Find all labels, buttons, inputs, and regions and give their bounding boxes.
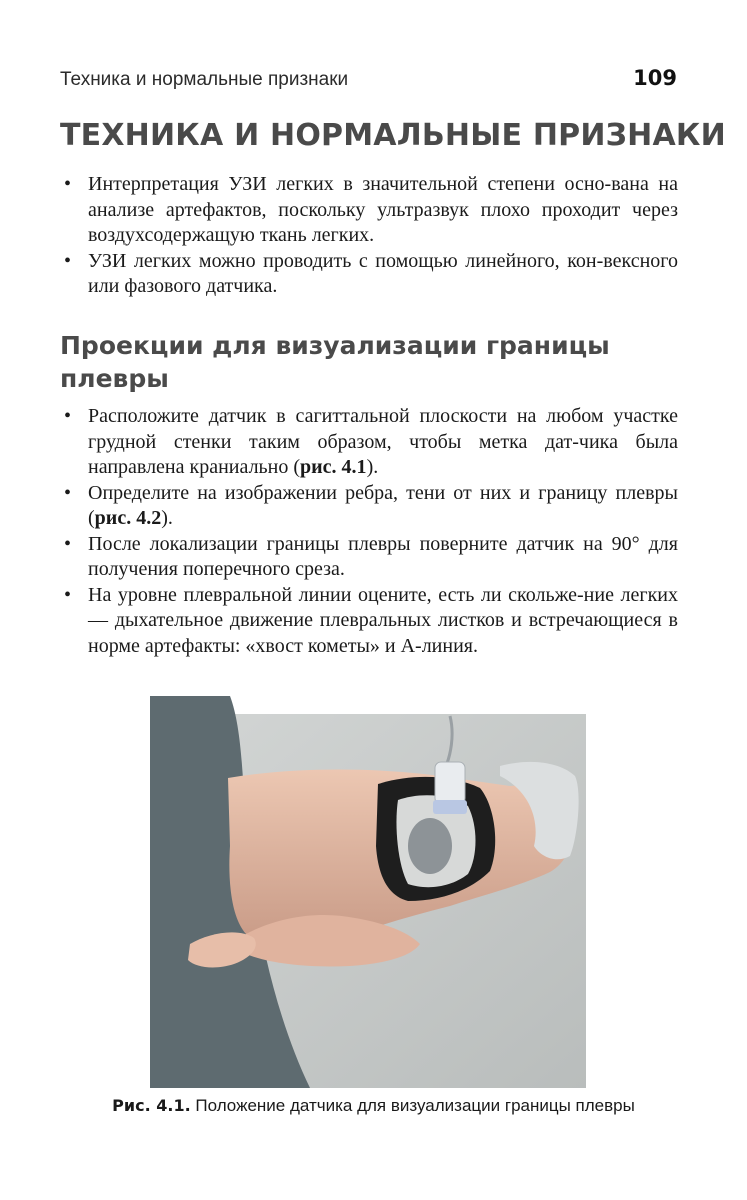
figure-caption xyxy=(0,1096,747,1116)
running-head-title: Техника и нормальные признаки xyxy=(60,69,349,90)
section-title: Проекции для визуализации границы плевры xyxy=(60,331,610,393)
section-bullet: • На уровне плевральной линии оцените, есть ли скольже-ние легких — дыхательное движение плевральных листков и встречающиеся в норме артефакты: «хвост кометы» и А-линия. xyxy=(88,583,678,660)
intro-bullet: • УЗИ легких можно проводить с помощью линейного, кон-вексного или фазового датчика. xyxy=(88,249,678,300)
figure-caption-text: Положение датчика для визуализации границы плевры xyxy=(190,1096,635,1115)
figure-illustration xyxy=(150,696,586,1088)
section-bullet: • Определите на изображении ребра, тени от них и границу плевры (рис. 4.2). xyxy=(88,481,678,532)
running-head xyxy=(60,66,677,91)
section-bullet-list xyxy=(88,404,678,659)
section-bullet: • Расположите датчик в сагиттальной плоскости на любом участке грудной стенки таким образом, чтобы метка дат-чика была направлена краниально (рис. 4.1). xyxy=(88,404,678,481)
intro-bullet-list xyxy=(88,172,678,300)
figure-probe-position xyxy=(150,696,586,1088)
section-bullet: • После локализации границы плевры поверните датчик на 90° для получения поперечного среза. xyxy=(88,532,678,583)
ultrasound-probe xyxy=(435,762,465,804)
figure-reference-link[interactable]: рис. 4.1 xyxy=(300,456,367,478)
figure-caption-label: Рис. 4.1. xyxy=(112,1096,191,1115)
page-number: 109 xyxy=(633,66,677,90)
heart xyxy=(408,818,452,874)
figure-reference-link[interactable]: рис. 4.2 xyxy=(94,507,162,529)
intro-bullet: • Интерпретация УЗИ легких в значительной степени осно-вана на анализе артефактов, поскольку ультразвук плохо проходит через воздухсодержащую ткань легких. xyxy=(88,172,678,249)
chapter-title: ТЕХНИКА И НОРМАЛЬНЫЕ ПРИЗНАКИ xyxy=(60,118,726,153)
probe-footprint xyxy=(433,800,467,814)
